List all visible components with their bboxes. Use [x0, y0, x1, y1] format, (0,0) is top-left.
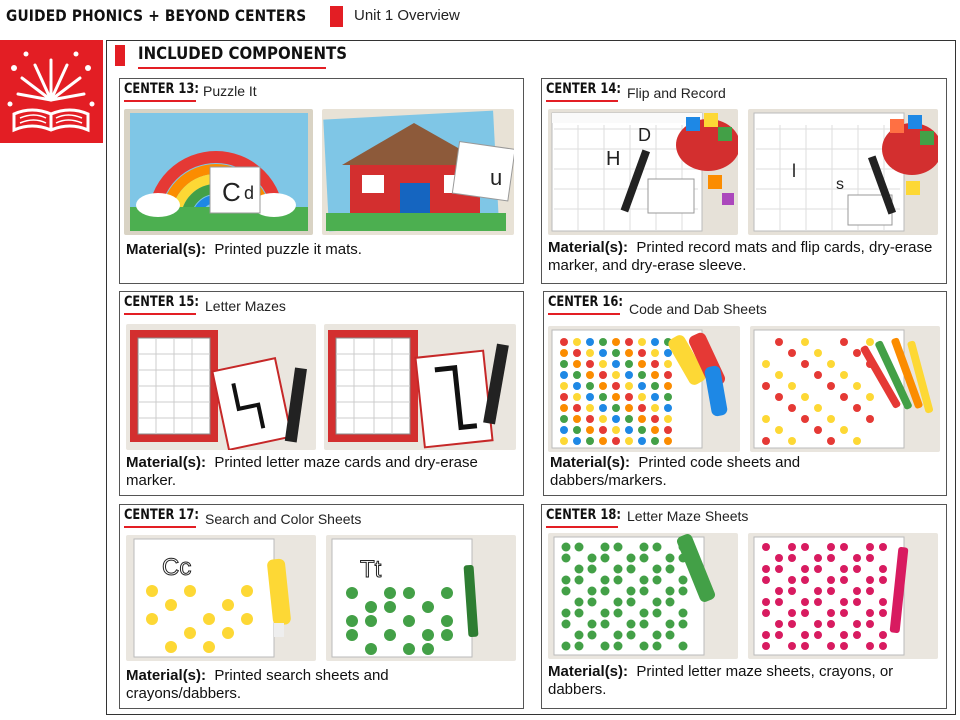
center-number: CENTER 13: — [124, 81, 199, 97]
letter-record-mat-photo — [748, 109, 938, 235]
material-text — [548, 663, 943, 699]
maze-cards-basket-photo — [324, 324, 516, 450]
center-card-17 — [119, 504, 524, 709]
center-card-15 — [119, 291, 524, 496]
center-number: CENTER 17: — [124, 507, 199, 523]
center-name: Code and Dab Sheets — [629, 301, 767, 317]
section-accent-bar — [115, 45, 125, 66]
letter-record-mat-photo — [548, 109, 738, 235]
material-value: Printed record mats and flip cards, dry-erase marker, and dry-erase sleeve. — [548, 239, 933, 274]
center-underline — [546, 526, 618, 528]
material-value: Printed search sheets and crayons/dabbers. — [126, 667, 389, 702]
center-card-14 — [541, 78, 947, 284]
material-text — [126, 454, 496, 490]
center-number: CENTER 14: — [546, 81, 621, 97]
center-card-18 — [541, 504, 947, 709]
svg-text:s: s — [836, 176, 844, 193]
center-name: Letter Mazes — [205, 298, 286, 314]
page-title: GUIDED PHONICS + BEYOND CENTERS — [6, 6, 307, 25]
center-name: Puzzle It — [203, 83, 257, 99]
material-label: Material(s): — [126, 241, 207, 258]
center-card-13 — [119, 78, 524, 284]
rainbow-puzzle-mat-photo — [124, 109, 313, 235]
material-label: Material(s): — [548, 239, 629, 256]
center-name: Search and Color Sheets — [205, 511, 362, 527]
material-label: Material(s): — [550, 454, 631, 471]
center-card-16 — [543, 291, 947, 496]
svg-text:Tt: Tt — [360, 556, 382, 583]
svg-text:D: D — [638, 125, 651, 145]
svg-text:l: l — [792, 161, 796, 181]
letter-maze-sheet-photo — [548, 533, 738, 659]
center-underline — [546, 100, 618, 102]
material-text — [126, 667, 456, 703]
material-value: Printed letter maze sheets, crayons, or dabbers. — [548, 663, 894, 698]
center-number: CENTER 18: — [546, 507, 621, 523]
search-color-sheet-photo — [126, 535, 316, 661]
open-book-fireworks-icon — [0, 40, 103, 143]
code-dab-sheet-photo — [750, 326, 940, 452]
center-underline — [124, 313, 196, 315]
svg-text:H: H — [606, 148, 621, 170]
svg-text:C: C — [222, 177, 241, 207]
material-text — [126, 241, 516, 259]
code-dab-sheet-photo — [548, 326, 740, 452]
material-value: Printed code sheets and dabbers/markers. — [550, 454, 801, 489]
maze-cards-basket-photo — [126, 324, 316, 450]
svg-text:d: d — [244, 183, 255, 203]
material-value: Printed letter maze cards and dry-erase marker. — [126, 454, 478, 489]
center-name: Flip and Record — [627, 85, 726, 101]
header-accent-bar — [330, 6, 343, 27]
svg-text:u: u — [490, 165, 503, 190]
center-underline — [124, 100, 196, 102]
search-color-sheet-photo — [326, 535, 516, 661]
center-name: Letter Maze Sheets — [627, 508, 749, 524]
material-label: Material(s): — [126, 667, 207, 684]
center-number: CENTER 16: — [548, 294, 623, 310]
center-underline — [124, 526, 196, 528]
letter-maze-sheet-photo — [748, 533, 938, 659]
material-text — [548, 239, 940, 275]
page-subtitle: Unit 1 Overview — [354, 7, 460, 24]
svg-text:Cc: Cc — [162, 554, 192, 581]
material-value: Printed puzzle it mats. — [214, 241, 362, 258]
center-number: CENTER 15: — [124, 294, 199, 310]
material-text — [550, 454, 920, 490]
material-label: Material(s): — [126, 454, 207, 471]
section-underline — [138, 67, 326, 69]
section-title: INCLUDED COMPONENTS — [138, 44, 347, 64]
house-puzzle-mat-photo — [322, 109, 514, 235]
material-label: Material(s): — [548, 663, 629, 680]
center-underline — [548, 313, 620, 315]
